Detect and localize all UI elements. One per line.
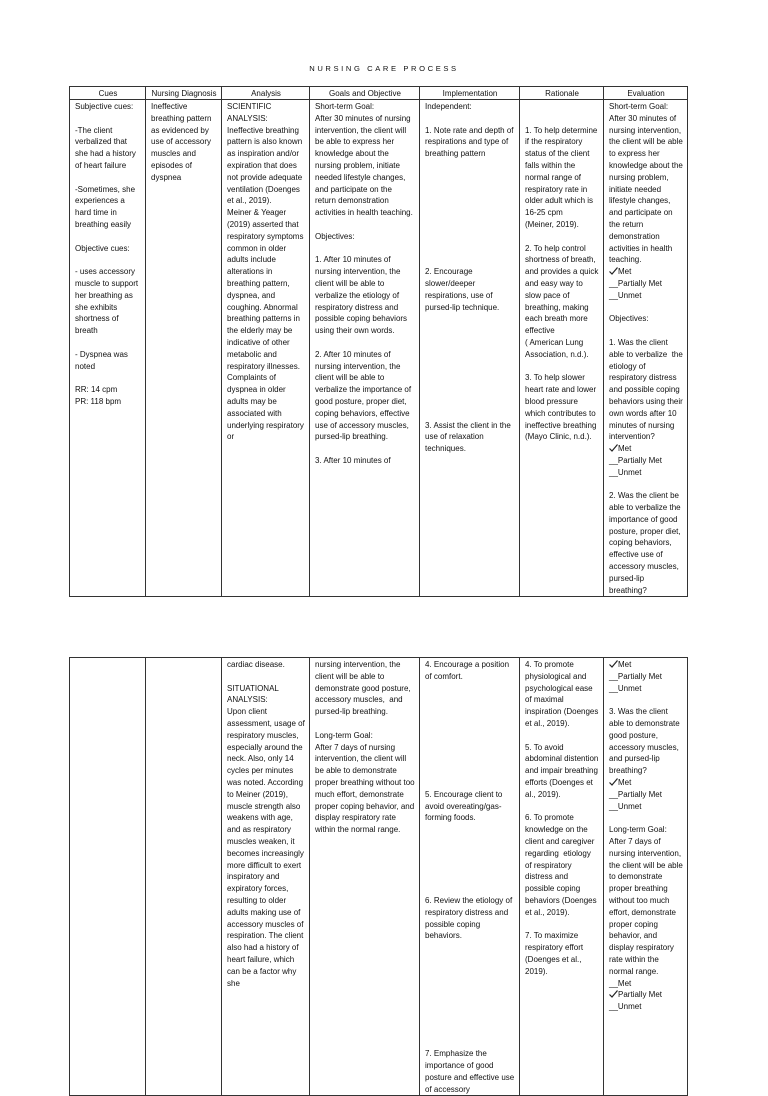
eval-a-partially-line: __Partially Met — [609, 671, 662, 681]
check-icon — [609, 444, 618, 452]
care-plan-table-page-1 — [69, 86, 688, 597]
goals-cell: Short-term Goal: After 30 minutes of nursing intervention, the client will be able to express her knowledge about the nursing problem, initiate needed lifestyle changes, and participate on the return demonstration activities in health teaching. Objectives: 1. After 10 minutes of nursing intervention, the client will be able to verbalize the etiology of respiratory distress and possible coping behaviors using their own words. 2. After 10 minutes of nursing intervention, the client will be able to verbalize the importance of good posture, proper diet, coping behaviors, effective use of accessory muscles, pursed-lip breathing. 3. After 10 minutes of — [315, 102, 413, 465]
eval-unmet-line: __Unmet — [609, 290, 642, 300]
eval-b-partially-line: __Partially Met — [609, 789, 662, 799]
cues-cell: Subjective cues: -The client verbalized that she had a history of heart failure -Sometimes, she experiences a hard time in breathing easily Objective cues: - uses accessory muscle to support her breathing as she exhibits shortness of breath - Dyspnea was noted RR: 14 cpm PR: 118 bpm — [75, 102, 139, 406]
check-icon — [609, 778, 618, 786]
eval-a-unmet-line: __Unmet — [609, 683, 642, 693]
header-nursing-diagnosis: Nursing Diagnosis — [146, 87, 222, 100]
care-plan-table-page-2 — [69, 657, 688, 1096]
check-icon — [609, 660, 618, 668]
header-implementation: Implementation — [420, 87, 520, 100]
evaluation-objective-3: 3. Was the client able to demonstrate good posture, accessory muscles, and pursed-lip breathing? — [609, 707, 684, 776]
eval2-partially-line: __Partially Met — [609, 455, 662, 465]
diagnosis-cell: Ineffective breathing pattern as evidenced by use of accessory muscles and episodes of dyspnea — [151, 102, 214, 182]
eval-b-unmet-line: __Unmet — [609, 801, 642, 811]
header-cues: Cues — [70, 87, 146, 100]
implementation-cell: 4. Encourage a position of comfort. 5. Encourage client to avoid overeating/gas-forming foods. 6. Review the etiology of respiratory distress and possible coping behaviors. 7. Emphasize the importance of good posture and effective use of accessory — [425, 660, 515, 1094]
analysis-cell: SCIENTIFIC ANALYSIS: Ineffective breathing pattern is also known as inspiration and/or expiration that does not provide adequate ventilation (Doenges et al., 2019). Meiner & Yeager (2019) asserted that respiratory symptoms common in older adults include alterations in breathing pattern, dyspnea, and coughing. Abnormal breathing patterns in the elderly may be indicative of other metabolic and respiratory illnesses. Complaints of dyspnea in older adults may be associated with underlying respiratory or — [227, 102, 304, 442]
header-evaluation: Evaluation — [604, 87, 688, 100]
eval-b-met-label: Met — [618, 777, 632, 787]
table-row — [70, 100, 688, 597]
eval-c-unmet-line: __Unmet — [609, 1002, 642, 1012]
header-goals: Goals and Objective — [310, 87, 420, 100]
check-icon — [609, 267, 618, 275]
rationale-cell: 4. To promote physiological and psychological ease of maximal inspiration (Doenges et al., 2019). 5. To avoid abdominal distention and impair breathing efforts (Doenges et al., 2019). 6. To promote knowledge on the client and caregiver regarding etiology of respiratory distress and possible coping behaviors (Doenges et al., 2019). 7. To maximize respiratory effort (Doenges et al., 2019). — [525, 660, 599, 976]
evaluation-objective-2: 2. Was the client be able to verbalize the importance of good posture, proper diet, coping behaviors, effective use of accessory muscles, pursed-lip breathing? — [609, 491, 683, 595]
eval-partially-line: __Partially Met — [609, 278, 662, 288]
table-row — [70, 658, 688, 1096]
goals-cell: nursing intervention, the client will be able to demonstrate good posture, accessory muscles, and pursed-lip breathing. Long-term Goal: After 7 days of nursing intervention, the client will be able to demonstrate proper breathing without too much effort, demonstrate proper coping behavior, and display respiratory rate within the normal range. — [315, 660, 415, 835]
eval-c-partially-label: Partially Met — [618, 990, 663, 1000]
rationale-cell: 1. To help determine if the respiratory status of the client falls within the normal range of respiratory rate in older adult which is 16-25 cpm (Meiner, 2019). 2. To help control shortness of breath, and provides a quick and easy way to slow pace of breathing, making each breath more effective ( American Lung Association, n.d.). 3. To help slower heart rate and lower blood pressure which contributes to ineffective breathing (Mayo Clinic, n.d.). — [525, 125, 599, 442]
header-analysis: Analysis — [222, 87, 310, 100]
evaluation-objective-1: Objectives: 1. Was the client able to verbalize the etiology of respiratory distress and possible coping behaviors using their own words after 10 minutes of nursing intervention? — [609, 314, 683, 442]
eval2-unmet-line: __Unmet — [609, 467, 642, 477]
evaluation-short-term: Short-term Goal: After 30 minutes of nursing intervention, the client will be able to express her knowledge about the nursing problem, initiate needed lifestyle changes, and participate on the return demonstration activities in health teaching. — [609, 102, 683, 265]
implementation-cell: Independent: 1. Note rate and depth of respirations and type of breathing pattern 2. Encourage slower/deeper respirations, use of pursed-lip technique. 3. Assist the client in the use of relaxation techniques. — [425, 102, 514, 454]
eval-met-label: Met — [618, 267, 632, 277]
eval2-met-label: Met — [618, 444, 632, 454]
header-rationale: Rationale — [520, 87, 604, 100]
analysis-cell: cardiac disease. SITUATIONAL ANALYSIS: Upon client assessment, usage of respiratory muscles, especially around the neck. Also, only 14 cycles per minutes was noted. According to Meiner (2019), muscle strength also weakens with age, and as respiratory muscles weaken, it becomes increasingly more difficult to exert inspiratory and expiratory forces, resulting to older adults making use of accessory muscles of respiration. The client also had a history of heart failure, which can be a factor why she — [227, 660, 305, 988]
eval-b-met-line — [609, 777, 683, 789]
eval-a-met-line — [609, 659, 683, 671]
eval-met-line — [609, 266, 683, 278]
eval-c-met-line: __Met — [609, 978, 632, 988]
header-row — [70, 87, 688, 100]
evaluation-long-term: Long-term Goal: After 7 days of nursing intervention, the client will be able to demonstrate proper breathing without too much effort, demonstrate proper coping behavior, and display respiratory rate within the normal range. — [609, 825, 683, 976]
eval-c-partially-line — [609, 989, 683, 1001]
page-title: NURSING CARE PROCESS — [309, 64, 459, 73]
check-icon — [609, 990, 618, 998]
eval-a-met-label: Met — [618, 660, 632, 669]
eval2-met-line — [609, 443, 683, 455]
